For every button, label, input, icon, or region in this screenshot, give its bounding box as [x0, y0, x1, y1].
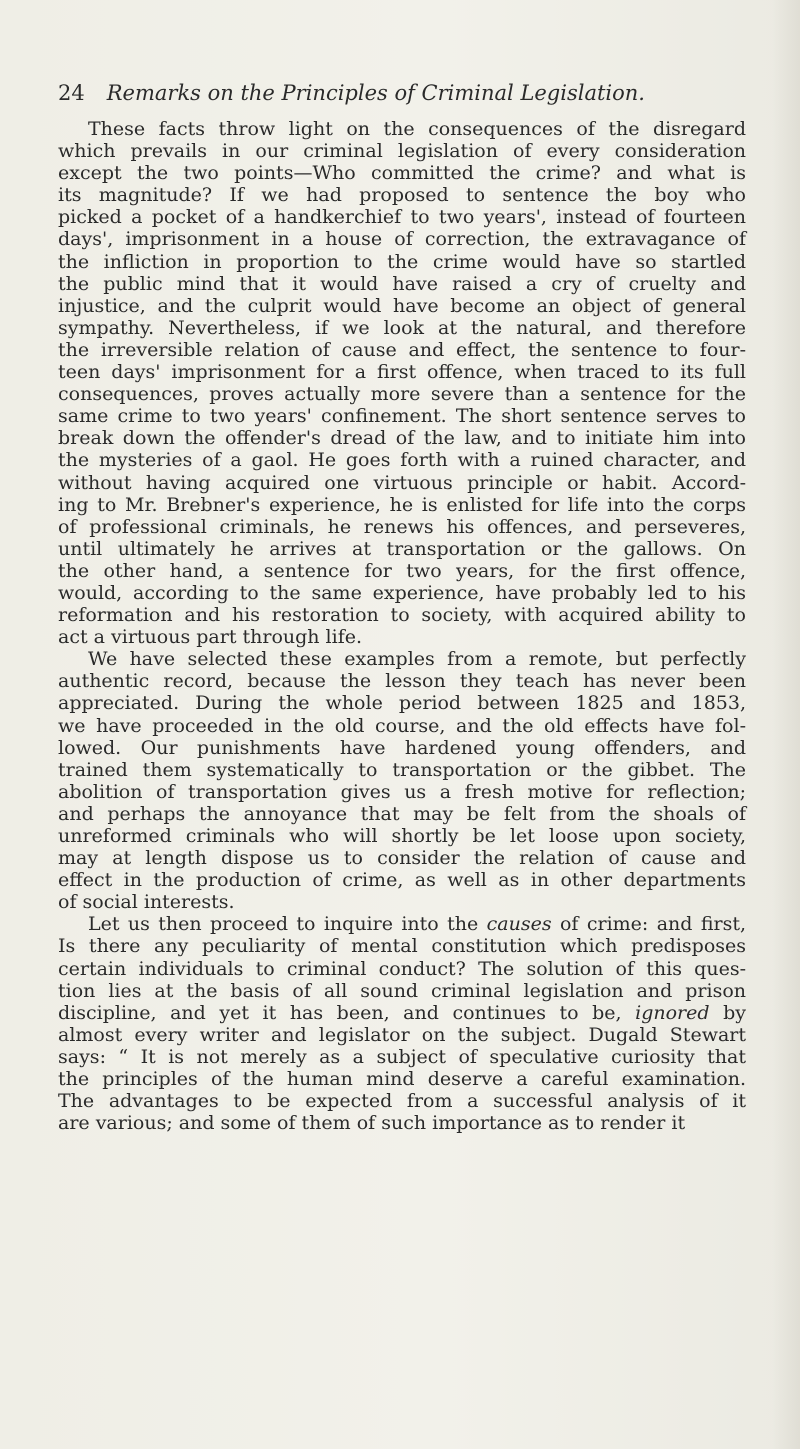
body-text: [58, 118, 746, 1134]
paragraph: [58, 913, 746, 1134]
text-line: We have selected these examples from a remote, but perfectly: [88, 648, 746, 671]
text-line: the principles of the human mind deserve a careful examination.: [58, 1068, 746, 1091]
page-number: 24: [58, 81, 85, 105]
text-line: the infliction in proportion to the crime would have so startled: [58, 250, 746, 273]
text-line: are various; and some of them of such importance as to render it: [58, 1112, 686, 1135]
text-line: effect in the production of crime, as well as in other departments: [58, 869, 746, 892]
text-line: and perhaps the annoyance that may be felt from the shoals of: [58, 802, 746, 825]
text-line: picked a pocket of a handkerchief to two years', instead of fourteen: [58, 206, 746, 229]
text-line: consequences, proves actually more severe than a sentence for the: [58, 383, 746, 406]
text-line: of social interests.: [58, 891, 235, 914]
text-line: sympathy. Nevertheless, if we look at the natural, and therefore: [58, 316, 746, 339]
text-line: lowed. Our punishments have hardened young offenders, and: [58, 736, 746, 759]
text-line: the irreversible relation of cause and effect, the sentence to four-: [58, 338, 746, 361]
text-line: abolition of transportation gives us a fresh motive for reflection;: [58, 780, 746, 803]
text-line: authentic record, because the lesson they teach has never been: [58, 670, 746, 693]
text-line: ing to Mr. Brebner's experience, he is enlisted for life into the corps: [58, 493, 746, 516]
text-line: tion lies at the basis of all sound criminal legislation and prison: [58, 979, 746, 1002]
paragraph: [58, 648, 746, 913]
text-line: act a virtuous part through life.: [58, 626, 363, 649]
text-line: says: “ It is not merely as a subject of speculative curiosity that: [58, 1045, 746, 1068]
text-line: the mysteries of a gaol. He goes forth with a ruined character, and: [58, 449, 746, 472]
text-line: break down the offender's dread of the law, and to initiate him into: [58, 427, 746, 450]
text-line: of professional criminals, he renews his offences, and perseveres,: [58, 515, 746, 538]
running-head-title: Remarks on the Principles of Criminal Legislation.: [106, 81, 645, 105]
text-line: discipline, and yet it has been, and continues to be, ignored by: [58, 1001, 746, 1024]
text-line: except the two points—Who committed the crime? and what is: [58, 162, 746, 185]
text-line: the public mind that it would have raised a cry of cruelty and: [58, 272, 746, 295]
text-line: almost every writer and legislator on the subject. Dugald Stewart: [58, 1023, 746, 1046]
text-line: Let us then proceed to inquire into the causes of crime: and first,: [88, 913, 746, 936]
text-line: appreciated. During the whole period between 1825 and 1853,: [58, 692, 746, 715]
text-line: which prevails in our criminal legislation of every consideration: [58, 140, 746, 163]
text-line: injustice, and the culprit would have become an object of general: [58, 294, 746, 317]
text-line: certain individuals to criminal conduct? The solution of this ques-: [58, 957, 746, 980]
text-line: its magnitude? If we had proposed to sentence the boy who: [58, 184, 746, 207]
text-line: would, according to the same experience, have probably led to his: [58, 581, 746, 604]
text-line: Is there any peculiarity of mental constitution which predisposes: [58, 935, 746, 958]
text-line: reformation and his restoration to society, with acquired ability to: [58, 604, 746, 627]
text-line: the other hand, a sentence for two years, for the first offence,: [58, 559, 746, 582]
text-line: same crime to two years' confinement. The short sentence serves to: [58, 405, 746, 428]
text-line: we have proceeded in the old course, and the old effects have fol-: [58, 714, 746, 737]
text-line: until ultimately he arrives at transportation or the gallows. On: [58, 537, 746, 560]
text-line: teen days' imprisonment for a first offence, when traced to its full: [58, 361, 746, 384]
text-line: without having acquired one virtuous principle or habit. Accord-: [58, 471, 746, 494]
text-line: unreformed criminals who will shortly be let loose upon society,: [58, 825, 746, 847]
text-line: The advantages to be expected from a successful analysis of it: [58, 1090, 746, 1113]
text-line: trained them systematically to transportation or the gibbet. The: [58, 758, 746, 781]
running-head: [58, 80, 760, 106]
paragraph: [58, 118, 746, 648]
text-line: may at length dispose us to consider the relation of cause and: [58, 847, 746, 870]
text-line: days', imprisonment in a house of correction, the extravagance of: [58, 228, 746, 251]
text-line: These facts throw light on the consequences of the disregard: [88, 118, 746, 140]
